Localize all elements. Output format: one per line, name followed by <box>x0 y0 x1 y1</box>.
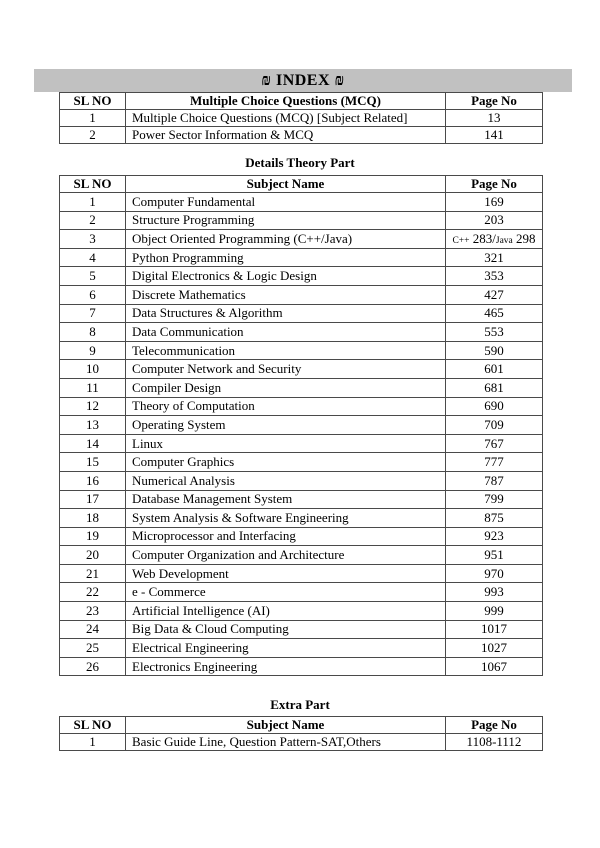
table-row <box>60 378 543 397</box>
subject-name-cell: Linux <box>126 434 446 453</box>
subject-name-cell: Compiler Design <box>126 378 446 397</box>
table-row <box>60 546 543 565</box>
subject-name-cell: Computer Organization and Architecture <box>126 546 446 565</box>
page-number-cell: 681 <box>446 378 543 397</box>
table-row <box>60 211 543 230</box>
serial-number-cell: 12 <box>60 397 126 416</box>
table-row <box>60 304 543 323</box>
serial-number-cell: 13 <box>60 416 126 435</box>
serial-number-cell: 21 <box>60 564 126 583</box>
page-number-cell: 1108-1112 <box>446 734 543 751</box>
subject-name-cell: Python Programming <box>126 248 446 267</box>
subject-name-cell: Digital Electronics & Logic Design <box>126 267 446 286</box>
table-row <box>60 285 543 304</box>
page-number-cell: 553 <box>446 323 543 342</box>
subject-name-cell: Computer Fundamental <box>126 193 446 212</box>
page-number-cell: 923 <box>446 527 543 546</box>
serial-number-cell: 15 <box>60 453 126 472</box>
subject-name-cell: Database Management System <box>126 490 446 509</box>
theory-table <box>59 175 543 676</box>
serial-number-cell: 6 <box>60 285 126 304</box>
page-number-cell: 1027 <box>446 639 543 658</box>
table-row <box>60 620 543 639</box>
table-row <box>60 471 543 490</box>
serial-number-cell: 2 <box>60 211 126 230</box>
subject-name-cell: Theory of Computation <box>126 397 446 416</box>
serial-number-cell: 19 <box>60 527 126 546</box>
col-header-subject-name: Subject Name <box>126 717 446 734</box>
table-row <box>60 583 543 602</box>
subject-name-cell: Data Communication <box>126 323 446 342</box>
table-header-row <box>60 176 543 193</box>
subject-name-cell: Operating System <box>126 416 446 435</box>
table-row <box>60 323 543 342</box>
page-number-cell: 767 <box>446 434 543 453</box>
mcq-table <box>59 92 543 144</box>
table-row <box>60 639 543 658</box>
page-number-cell: 999 <box>446 602 543 621</box>
table-row <box>60 248 543 267</box>
page-number-cell: 465 <box>446 304 543 323</box>
section-heading-theory: Details Theory Part <box>245 155 355 170</box>
subject-name-cell: System Analysis & Software Engineering <box>126 509 446 528</box>
table-row <box>60 360 543 379</box>
subject-name-cell: Electrical Engineering <box>126 639 446 658</box>
serial-number-cell: 5 <box>60 267 126 286</box>
serial-number-cell: 23 <box>60 602 126 621</box>
serial-number-cell: 1 <box>60 110 126 127</box>
serial-number-cell: 24 <box>60 620 126 639</box>
page-number-cell: 709 <box>446 416 543 435</box>
page-number-cell: 1067 <box>446 657 543 676</box>
serial-number-cell: 9 <box>60 341 126 360</box>
serial-number-cell: 7 <box>60 304 126 323</box>
serial-number-cell: 22 <box>60 583 126 602</box>
serial-number-cell: 2 <box>60 127 126 144</box>
page-number-cell: 203 <box>446 211 543 230</box>
serial-number-cell: 26 <box>60 657 126 676</box>
subject-name-cell: Data Structures & Algorithm <box>126 304 446 323</box>
serial-number-cell: 25 <box>60 639 126 658</box>
subject-name-cell: Basic Guide Line, Question Pattern-SAT,Others <box>126 734 446 751</box>
page-number-part: 283/ <box>469 230 496 246</box>
serial-number-cell: 11 <box>60 378 126 397</box>
serial-number-cell: 14 <box>60 434 126 453</box>
page-number-cell: 970 <box>446 564 543 583</box>
page-number-cell <box>446 230 543 249</box>
table-row <box>60 341 543 360</box>
subject-name-cell: Discrete Mathematics <box>126 285 446 304</box>
table-row <box>60 509 543 528</box>
page-number-cell: 777 <box>446 453 543 472</box>
subject-name-cell: e - Commerce <box>126 583 446 602</box>
table-row <box>60 127 543 144</box>
table-row <box>60 193 543 212</box>
subject-name-cell: Multiple Choice Questions (MCQ) [Subject Related] <box>126 110 446 127</box>
index-title: ₪ INDEX ₪ <box>261 72 345 89</box>
col-header-sl-no: SL NO <box>60 93 126 110</box>
subject-name-cell: Artificial Intelligence (AI) <box>126 602 446 621</box>
table-header-row <box>60 717 543 734</box>
page-number-cell: 601 <box>446 360 543 379</box>
table-row <box>60 267 543 286</box>
page-label-small: Java <box>495 235 513 246</box>
serial-number-cell: 1 <box>60 193 126 212</box>
table-row <box>60 527 543 546</box>
page-number-part: 298 <box>512 230 536 246</box>
table-row <box>60 490 543 509</box>
table-row <box>60 416 543 435</box>
page-number-cell: 590 <box>446 341 543 360</box>
page-number-cell: 427 <box>446 285 543 304</box>
page-number-cell: 169 <box>446 193 543 212</box>
col-header-page-no: Page No <box>446 176 543 193</box>
subject-name-cell: Web Development <box>126 564 446 583</box>
serial-number-cell: 17 <box>60 490 126 509</box>
serial-number-cell: 4 <box>60 248 126 267</box>
page-number-cell: 13 <box>446 110 543 127</box>
table-row <box>60 434 543 453</box>
subject-name-cell: Object Oriented Programming (C++/Java) <box>126 230 446 249</box>
col-header-page-no: Page No <box>446 93 543 110</box>
table-row <box>60 602 543 621</box>
page-label-small: C++ <box>452 235 470 246</box>
subject-name-cell: Computer Graphics <box>126 453 446 472</box>
page-number-cell: 951 <box>446 546 543 565</box>
page-number-cell: 875 <box>446 509 543 528</box>
serial-number-cell: 18 <box>60 509 126 528</box>
page-number-cell: 1017 <box>446 620 543 639</box>
table-row <box>60 397 543 416</box>
page-number-cell: 321 <box>446 248 543 267</box>
col-header-sl-no: SL NO <box>60 176 126 193</box>
table-row <box>60 734 543 751</box>
section-heading-extra: Extra Part <box>270 697 330 713</box>
serial-number-cell: 8 <box>60 323 126 342</box>
col-header-sl-no: SL NO <box>60 717 126 734</box>
col-header-subject-name: Subject Name <box>126 176 446 193</box>
subject-name-cell: Electronics Engineering <box>126 657 446 676</box>
serial-number-cell: 10 <box>60 360 126 379</box>
page-number-cell: 690 <box>446 397 543 416</box>
table-row <box>60 564 543 583</box>
subject-name-cell: Telecommunication <box>126 341 446 360</box>
subject-name-cell: Power Sector Information & MCQ <box>126 127 446 144</box>
table-header-row <box>60 93 543 110</box>
serial-number-cell: 1 <box>60 734 126 751</box>
table-row <box>60 110 543 127</box>
col-header-page-no: Page No <box>446 717 543 734</box>
serial-number-cell: 16 <box>60 471 126 490</box>
col-header-mcq: Multiple Choice Questions (MCQ) <box>126 93 446 110</box>
subject-name-cell: Numerical Analysis <box>126 471 446 490</box>
page-number-cell: 993 <box>446 583 543 602</box>
extra-table <box>59 716 543 751</box>
subject-name-cell: Structure Programming <box>126 211 446 230</box>
subject-name-cell: Big Data & Cloud Computing <box>126 620 446 639</box>
serial-number-cell: 20 <box>60 546 126 565</box>
table-row <box>60 453 543 472</box>
table-row <box>60 657 543 676</box>
subject-name-cell: Microprocessor and Interfacing <box>126 527 446 546</box>
serial-number-cell: 3 <box>60 230 126 249</box>
page-number-cell: 799 <box>446 490 543 509</box>
table-row <box>60 230 543 249</box>
page-number-cell: 353 <box>446 267 543 286</box>
page-number-cell: 787 <box>446 471 543 490</box>
page-number-cell: 141 <box>446 127 543 144</box>
subject-name-cell: Computer Network and Security <box>126 360 446 379</box>
index-title-bar <box>34 69 572 92</box>
